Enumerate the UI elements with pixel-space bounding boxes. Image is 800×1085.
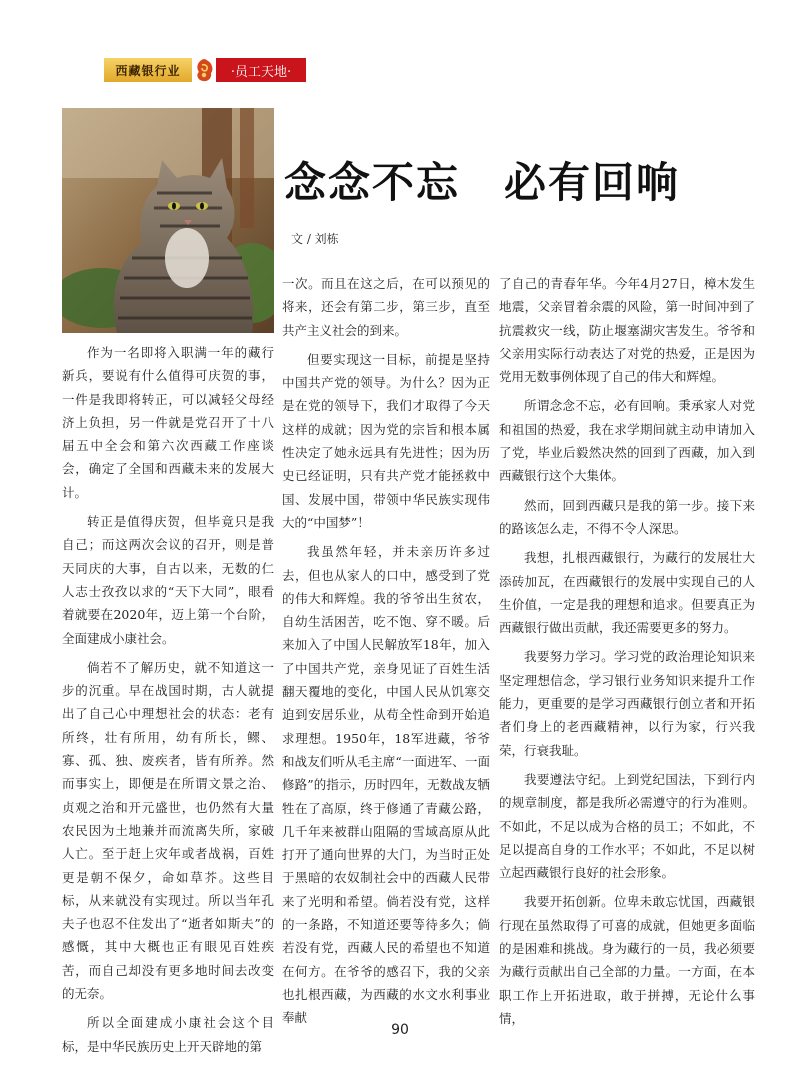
paragraph: 一次。而且在这之后，在可以预见的将来，还会有第二步，第三步，直至共产主义社会的到来。 — [282, 276, 490, 338]
paragraph: 所谓念念不忘，必有回响。秉承家人对党和祖国的热爱，我在求学期间就主动申请加入了党，毕业后毅然决然的回到了西藏，加入到西藏银行这个大集体。 — [499, 398, 755, 484]
brand-logo: 西藏银行业 — [104, 58, 192, 82]
paragraph: 我要开拓创新。位卑未敢忘忧国，西藏银行现在虽然取得了可喜的成就，但她更多面临的是困难和挑战。身为藏行的一员，我必须要为藏行贡献出自己全部的力量。一方面，在本职工作上开拓进取，敢于拼搏，无论什么事情， — [499, 894, 755, 1026]
text-column-3 — [499, 272, 755, 1036]
text-column-1 — [62, 341, 274, 1064]
section-label: ·员工天地· — [216, 58, 306, 82]
paragraph: 所以全面建成小康社会这个目标，是中华民族历史上开天辟地的第 — [62, 1015, 274, 1054]
dragon-emblem-icon — [192, 57, 216, 83]
text-column-2 — [282, 272, 490, 1036]
paragraph: 我虽然年轻，并未亲历许多过去，但也从家人的口中，感受到了党的伟大和辉煌。我的爷爷出生贫农，自幼生活困苦，吃不饱、穿不暖。后来加入了中国人民解放军18年，加入了中国共产党，亲身见证了百姓生活翻天覆地的变化，中国人民从饥寒交迫到安居乐业，从苟全性命到开始追求理想。1950年，18军进藏，爷爷和战友们听从毛主席“一面进军、一面修路”的指示，历时四年，无数战友牺牲在了高原，终于修通了青藏公路，几千年来被群山阻隔的雪域高原从此打开了通向世界的大门，为当时正处于黑暗的农奴制社会中的西藏人民带来了光明和希望。倘若没有党，这样的一条路，不知道还要等待多久；倘若没有党，西藏人民的希望也不知道在何方。在爷爷的感召下，我的父亲也扎根西藏，为西藏的水文水利事业奉献 — [282, 544, 490, 1026]
article-title: 念念不忘 必有回响 — [284, 158, 681, 207]
paragraph: 我要遵法守纪。上到党纪国法，下到行内的规章制度，都是我所必需遵守的行为准则。不如此，不足以成为合格的员工；不如此，不足以提高自身的工作水平；不如此，不足以树立起西藏银行良好的社会形象。 — [499, 771, 755, 881]
paragraph: 我想，扎根西藏银行，为藏行的发展壮大添砖加瓦，在西藏银行的发展中实现自己的人生价值，一定是我的理想和追求。但要真正为西藏银行做出贡献，我还需要更多的努力。 — [499, 550, 755, 636]
paragraph: 我要努力学习。学习党的政治理论知识来坚定理想信念，学习银行业务知识来提升工作能力，更重要的是学习西藏银行创立者和开拓者们身上的老西藏精神，以行为家，行兴我荣，行衰我耻。 — [499, 649, 755, 758]
paragraph: 但要实现这一目标，前提是坚持中国共产党的领导。为什么？因为正是在党的领导下，我们才取得了今天这样的成就；因为党的宗旨和根本属性决定了她永远具有先进性；因为历史已经证明，只有共产党才能拯救中国、发展中国，带领中华民族实现伟大的“中国梦”！ — [282, 351, 490, 530]
paragraph: 然而，回到西藏只是我的第一步。接下来的路该怎么走，不得不令人深思。 — [499, 497, 755, 536]
page-number: 90 — [391, 1022, 409, 1038]
article-byline: 文 / 刘栋 — [291, 232, 339, 246]
header-bar — [104, 58, 306, 82]
paragraph: 转正是值得庆贺，但毕竟只是我自己；而这两次会议的召开，则是普天同庆的大事，自古以来，无数的仁人志士孜孜以求的“天下大同”，眼看着就要在2020年，迈上第一个台阶，全面建成小康社会。 — [62, 514, 274, 646]
cat-photo — [62, 108, 274, 333]
paragraph: 了自己的青春年华。今年4月27日，樟木发生地震，父亲冒着余震的风险，第一时间冲到了抗震救灾一线，防止堰塞湖灾害发生。爷爷和父亲用实际行动表达了对党的热爱，正是因为党用无数事例体现了自己的伟大和辉煌。 — [499, 276, 755, 385]
paragraph: 倘若不了解历史，就不知道这一步的沉重。早在战国时期，古人就提出了自己心中理想社会的状态：老有所终，壮有所用，幼有所长，鳏、寡、孤、独、废疾者，皆有所养。然而事实上，即便是在所谓文景之治、贞观之治和开元盛世，也仍然有大量农民因为土地兼并而流离失所，家破人亡。至于赶上灾年或者战祸，百姓更是朝不保夕，命如草芥。这些目标，从来就没有实现过。所以当年孔夫子也忍不住发出了“逝者如斯夫”的感慨，其中大概也正有眼见百姓疾苦，而自己却没有更多地时间去改变的无奈。 — [62, 659, 274, 1002]
paragraph: 作为一名即将入职满一年的藏行新兵，要说有什么值得可庆贺的事，一件是我即将转正，可以减轻父母经济上负担，另一件就是党召开了十八届五中全会和第六次西藏工作座谈会，确定了全国和西藏未来的发展大计。 — [62, 345, 274, 500]
